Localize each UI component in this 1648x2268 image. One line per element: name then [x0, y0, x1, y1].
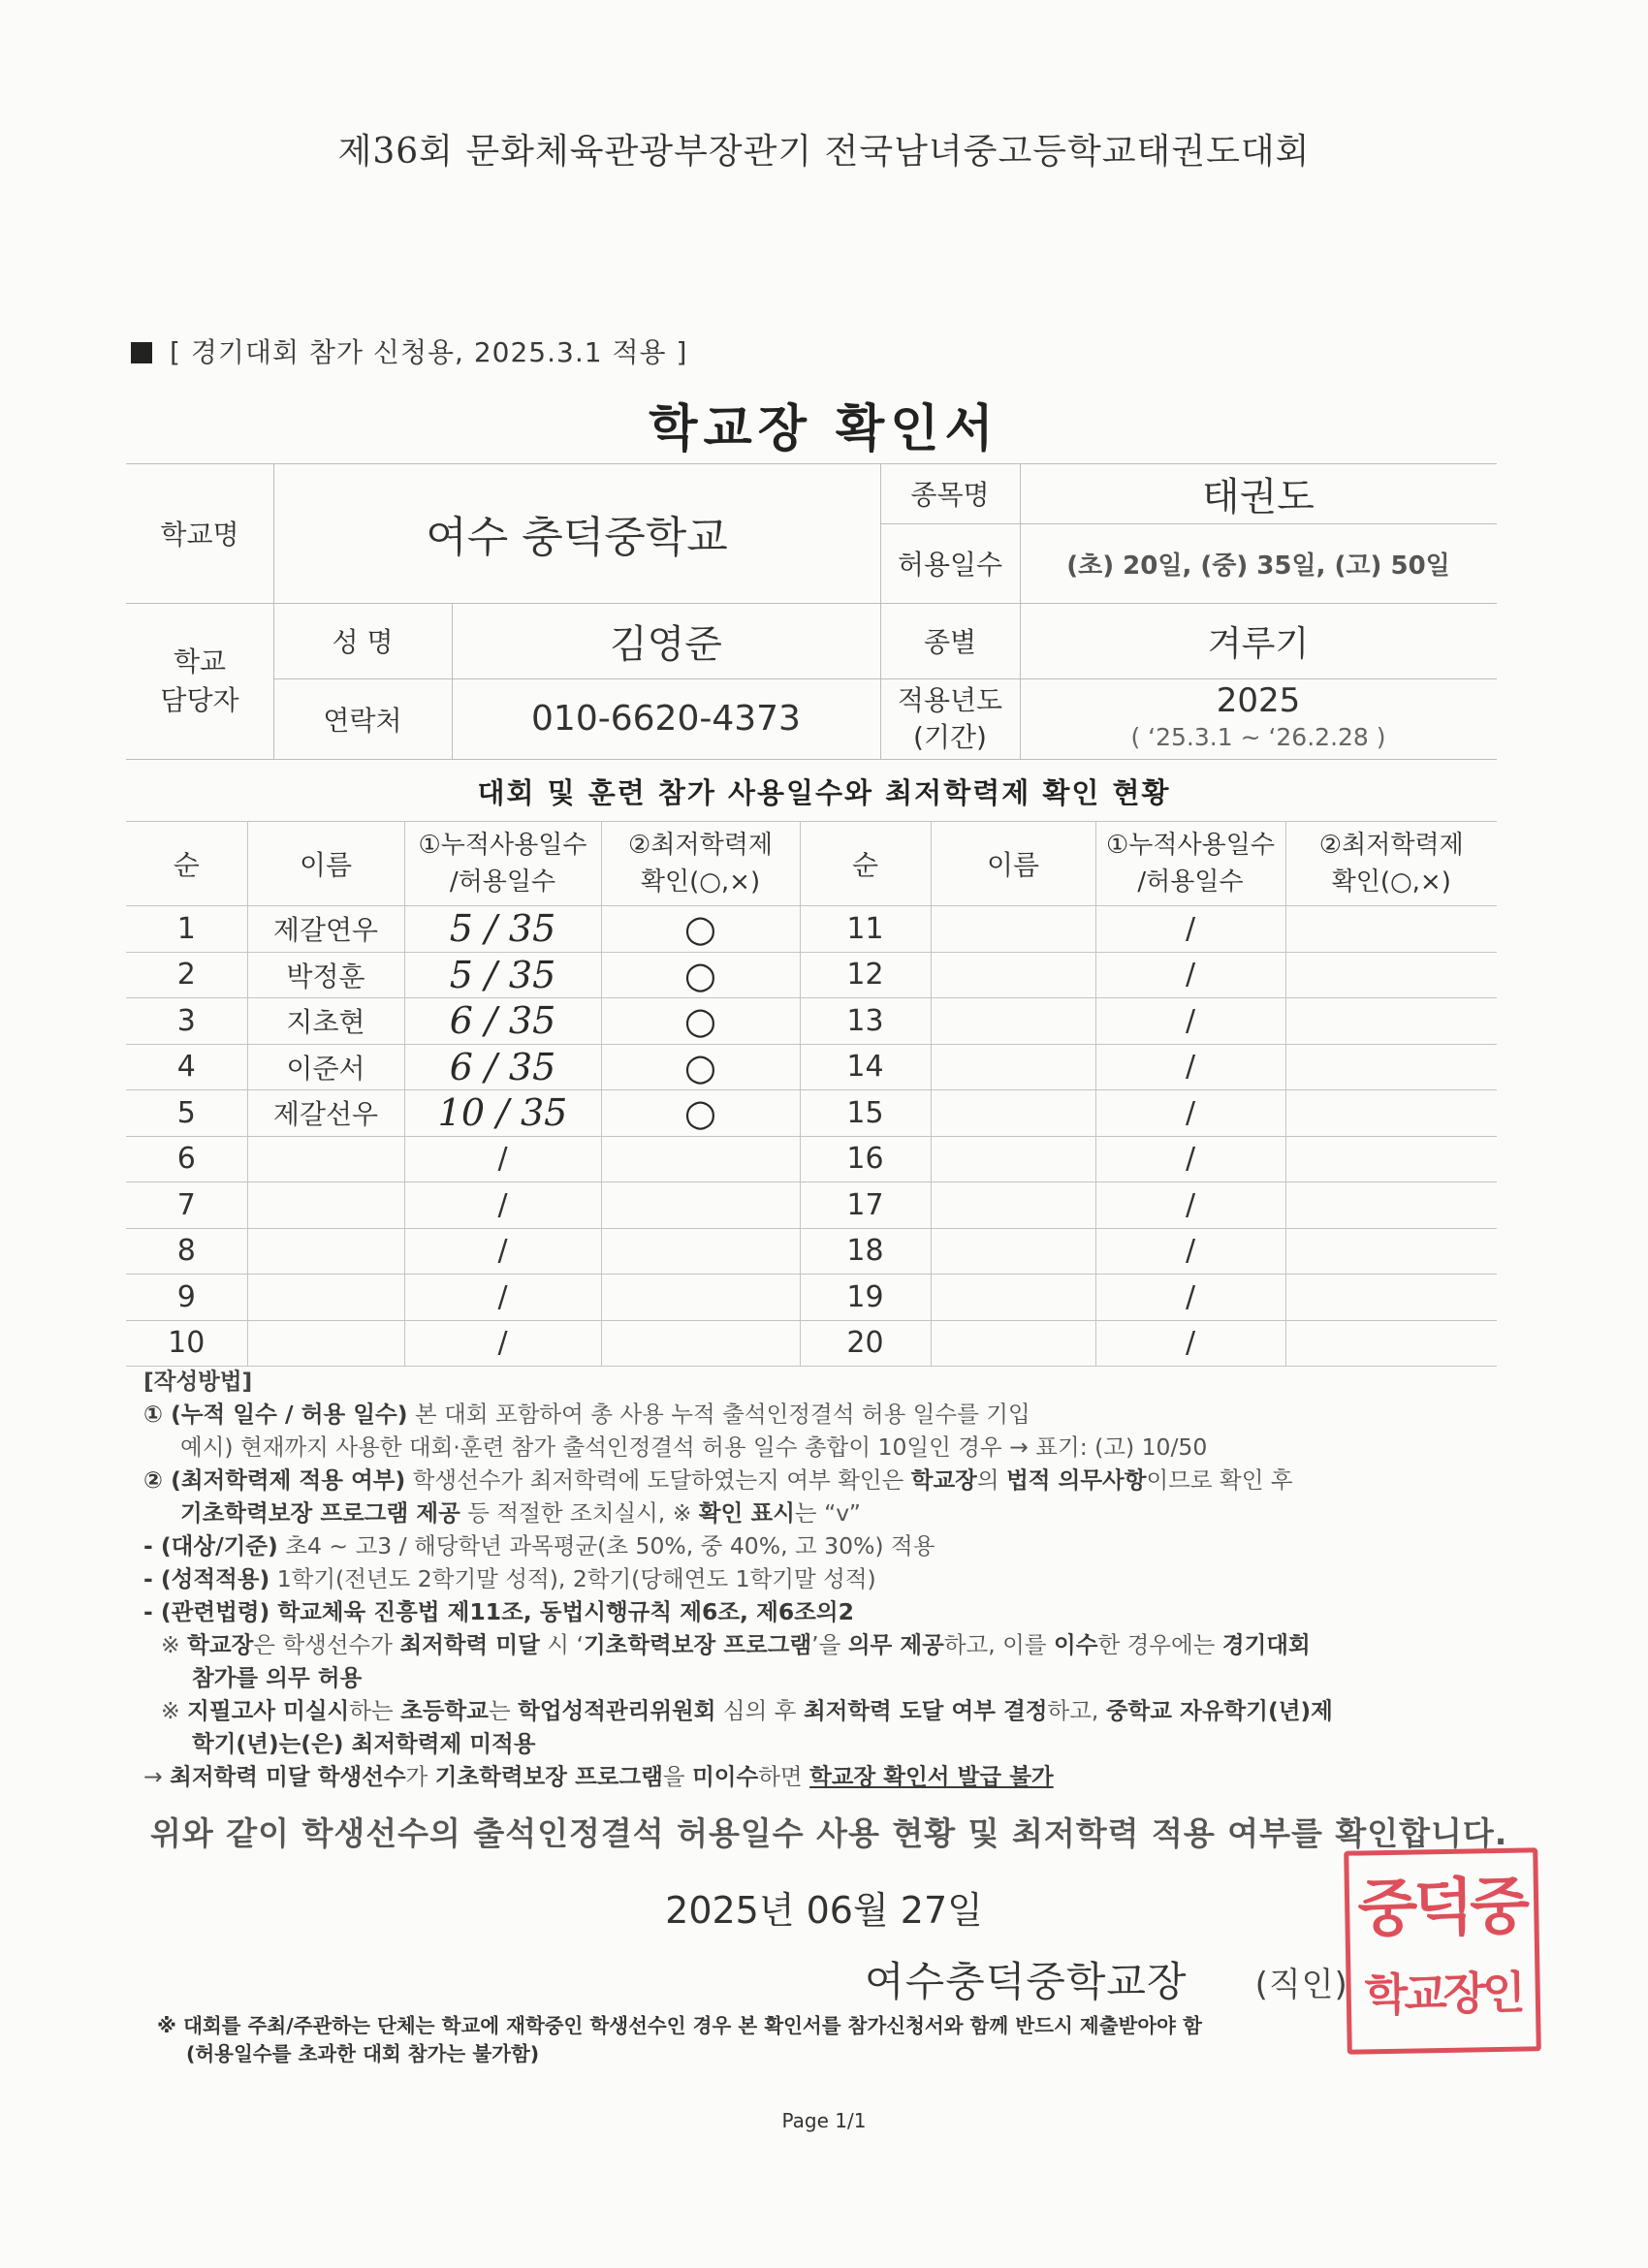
- row-days: /: [1095, 906, 1285, 953]
- row-no: 1: [126, 906, 247, 953]
- row-days: /: [1095, 952, 1285, 998]
- row-academic-check: [1285, 952, 1497, 998]
- writing-instructions: [143, 1365, 1520, 1793]
- note-6-g: 한 경우에는: [1097, 1631, 1222, 1658]
- row-days: /: [1095, 998, 1285, 1045]
- row-days: 6 / 35: [404, 1044, 601, 1090]
- school-name-value: 여수 충덕중학교: [426, 513, 728, 562]
- row-days: 6 / 35: [404, 998, 601, 1045]
- confirmation-statement: 위와 같이 학생선수의 출석인정결석 허용일수 사용 현황 및 최저학력 적용 여부를 확인합니다.: [150, 1814, 1508, 1852]
- row-days: /: [1095, 1090, 1285, 1137]
- note-7-a: ※: [161, 1697, 188, 1724]
- header-days-2: [1095, 822, 1285, 906]
- table-row: [126, 998, 1497, 1045]
- seal-line-1: 중덕중: [1356, 1871, 1527, 1946]
- row-name: [931, 1090, 1095, 1137]
- apply-year-label: [880, 678, 1020, 759]
- row-academic-check: [601, 1136, 800, 1182]
- school-manager-label: [126, 603, 273, 759]
- row-no: 16: [800, 1136, 931, 1182]
- school-manager-label-line1: 학교: [173, 645, 227, 677]
- principal-title: 여수충덕중학교장: [865, 1958, 1188, 2005]
- header-academic-2-line1: ②최저학력제: [1318, 831, 1464, 860]
- row-days: 5 / 35: [404, 952, 601, 998]
- row-name: 제갈선우: [247, 1090, 404, 1137]
- note-2-bold: ② (최저학력제 적용 여부): [143, 1466, 406, 1494]
- table-row: [126, 1090, 1497, 1137]
- header-academic-line2: 확인(○,×): [640, 867, 761, 897]
- row-academic-check: [601, 1275, 800, 1321]
- note-8-b1: 최저학력 미달 학생선수: [170, 1763, 406, 1790]
- note-2-rest-b: 의: [976, 1466, 1007, 1494]
- row-days: /: [404, 1275, 601, 1321]
- row-name: [931, 1320, 1095, 1367]
- note-2-line2-rest: 등 적절한 조치실시, ※: [460, 1499, 699, 1527]
- row-name: [247, 1320, 404, 1367]
- table-header-row: [126, 822, 1497, 906]
- category-label: 종별: [923, 626, 977, 658]
- row-academic-check: [601, 1320, 800, 1367]
- row-no: 12: [800, 952, 931, 998]
- apply-year: 2025: [1216, 680, 1301, 720]
- note-6-c: 은 학생선수가: [253, 1631, 400, 1658]
- row-days: /: [1095, 1320, 1285, 1367]
- note-1-bold: ① (누적 일수 / 허용 일수): [143, 1401, 408, 1428]
- school-info-table: [126, 463, 1497, 759]
- row-academic-check: ○: [601, 1044, 800, 1090]
- note-6-f: 하고, 이를: [943, 1631, 1055, 1658]
- table-row: [126, 1228, 1497, 1275]
- row-name: [931, 1182, 1095, 1229]
- school-name-label: 학교명: [160, 519, 239, 551]
- row-academic-check: [1285, 906, 1497, 953]
- table-row: [126, 952, 1497, 998]
- allowed-days-label: 허용일수: [897, 549, 1003, 581]
- row-no: 4: [126, 1044, 247, 1090]
- row-name: [247, 1136, 404, 1182]
- note-8-b4: 학교장 확인서 발급 불가: [809, 1763, 1054, 1790]
- row-academic-check: ○: [601, 952, 800, 998]
- note-4-rest: 1학기(전년도 2학기말 성적), 2학기(당해연도 1학기말 성적): [269, 1565, 876, 1592]
- note-7-line2-bold: 학기(년)는(은) 최저학력제 미적용: [192, 1730, 536, 1757]
- note-2-rest-c: 이므로 확인 후: [1146, 1466, 1293, 1494]
- note-7-b3: 학업성적관리위원회: [518, 1697, 716, 1724]
- row-academic-check: ○: [601, 998, 800, 1045]
- row-days: /: [404, 1182, 601, 1229]
- header-academic-2-line2: 확인(○,×): [1331, 867, 1451, 897]
- row-no: 14: [800, 1044, 931, 1090]
- row-no: 2: [126, 952, 247, 998]
- issue-date: 2025년 06월 27일: [665, 1889, 983, 1932]
- document-title: 학교장 확인서: [649, 400, 999, 458]
- row-no: 20: [800, 1320, 931, 1367]
- note-5-bold: - (관련법령) 학교체육 진흥법 제11조, 동법시행규칙 제6조, 제6조의2: [143, 1598, 854, 1625]
- note-8-e: 하면: [758, 1763, 810, 1790]
- note-8-c: 가: [405, 1763, 435, 1790]
- event-title: 제36회 문화체육관광부장관기 전국남녀중고등학교태권도대회: [337, 132, 1311, 172]
- apply-period: ( ‘25.3.1 ~ ‘26.2.28 ): [1130, 722, 1386, 751]
- row-name: [247, 1182, 404, 1229]
- row-no: 18: [800, 1228, 931, 1275]
- table-row: [126, 906, 1497, 953]
- manager-contact-value: 010-6620-4373: [531, 699, 801, 739]
- footnote: [157, 2012, 1202, 2068]
- footnote-line-1: ※ 대회를 주최/주관하는 단체는 학교에 재학중인 학생선수인 경우 본 확인서를 참가신청서와 함께 반드시 제출받아야 함: [157, 2014, 1202, 2037]
- note-8-d: 을: [662, 1763, 693, 1790]
- row-academic-check: [1285, 1044, 1497, 1090]
- note-6-b6: 경기대회: [1221, 1631, 1311, 1658]
- row-name: 박정훈: [247, 952, 404, 998]
- note-2-bold-c: 법적 의무사항: [1006, 1466, 1147, 1494]
- category-value: 겨루기: [1207, 623, 1310, 664]
- row-name: [931, 1275, 1095, 1321]
- note-4-bold: - (성적적용): [143, 1565, 270, 1592]
- row-no: 8: [126, 1228, 247, 1275]
- seal-line-2: 학교장인: [1364, 1966, 1523, 2022]
- apply-year-label-line2: (기간): [913, 720, 987, 753]
- note-6-a: ※: [161, 1631, 188, 1658]
- header-name: 이름: [247, 822, 404, 906]
- row-name: 이준서: [247, 1044, 404, 1090]
- row-academic-check: [601, 1228, 800, 1275]
- row-days: /: [404, 1228, 601, 1275]
- note-2-rest-a: 학생선수가 최저학력에 도달하였는지 여부 확인은: [405, 1466, 911, 1494]
- row-no: 19: [800, 1275, 931, 1321]
- section-title: 대회 및 훈련 참가 사용일수와 최저학력제 확인 현황: [477, 776, 1171, 809]
- note-3-rest: 초4 ~ 고3 / 해당학년 과목평균(초 50%, 중 40%, 고 30%) 적용: [277, 1532, 935, 1559]
- note-5: [143, 1595, 1520, 1628]
- application-note: [131, 331, 687, 370]
- row-days: /: [1095, 1228, 1285, 1275]
- note-2-line2-bold2: 확인 표시: [698, 1499, 795, 1527]
- row-no: 6: [126, 1136, 247, 1182]
- manager-name-label: 성 명: [332, 626, 394, 658]
- notes-heading: [작성방법]: [143, 1368, 253, 1395]
- note-7-b5: 중학교 자유학기(년)제: [1105, 1697, 1333, 1724]
- note-2-line2-end: 는 “v”: [794, 1499, 861, 1527]
- row-days: /: [1095, 1044, 1285, 1090]
- page-number: Page 1/1: [781, 2109, 867, 2132]
- row-academic-check: ○: [601, 1090, 800, 1137]
- row-academic-check: [601, 1182, 800, 1229]
- note-8: [143, 1760, 1520, 1793]
- row-name: [931, 1044, 1095, 1090]
- row-no: 5: [126, 1090, 247, 1137]
- row-name: [931, 1136, 1095, 1182]
- note-7-b1: 지필고사 미실시: [187, 1697, 350, 1724]
- row-academic-check: [1285, 998, 1497, 1045]
- row-no: 10: [126, 1320, 247, 1367]
- note-6-b2: 최저학력 미달: [399, 1631, 540, 1658]
- note-6-b5: 이수: [1054, 1631, 1098, 1658]
- note-7-b2: 초등학교: [400, 1697, 489, 1724]
- row-name: [931, 998, 1095, 1045]
- note-2-bold-b: 학교장: [910, 1466, 977, 1494]
- note-6: [143, 1628, 1520, 1661]
- row-academic-check: [1285, 1182, 1497, 1229]
- note-7-d: 는: [488, 1697, 519, 1724]
- allowed-days-value: (초) 20일, (중) 35일, (고) 50일: [1066, 551, 1450, 581]
- note-2: [143, 1464, 1520, 1496]
- note-2-line2: [143, 1496, 1520, 1529]
- note-6-line2: [143, 1661, 1520, 1694]
- note-6-d: 시 ‘: [539, 1631, 584, 1658]
- row-name: 지초현: [247, 998, 404, 1045]
- sport-label: 종목명: [910, 479, 990, 511]
- footnote-line-2: (허용일수를 초과한 대회 참가는 불가함): [186, 2042, 540, 2065]
- header-academic-line1: ②최저학력제: [628, 831, 773, 860]
- note-6-line2-bold: 참가를 의무 허용: [192, 1664, 363, 1691]
- official-seal-stamp: [1344, 1847, 1541, 2054]
- row-academic-check: [1285, 1136, 1497, 1182]
- note-8-a: →: [143, 1763, 171, 1790]
- row-days: /: [1095, 1182, 1285, 1229]
- row-name: [931, 952, 1095, 998]
- note-7-e: 심의 후: [715, 1697, 804, 1724]
- note-7-f: 하고,: [1047, 1697, 1106, 1724]
- row-days: /: [1095, 1136, 1285, 1182]
- athlete-roster-table: [126, 821, 1497, 1367]
- row-name: 제갈연우: [247, 906, 404, 953]
- note-6-e: ’을: [811, 1631, 848, 1658]
- apply-year-value: [1020, 678, 1497, 759]
- row-days: 10 / 35: [404, 1090, 601, 1137]
- note-1-rest: 본 대회 포함하여 총 사용 누적 출석인정결석 허용 일수를 기입: [407, 1401, 1030, 1428]
- row-days: /: [404, 1136, 601, 1182]
- header-academic: [601, 822, 800, 906]
- header-no: 순: [126, 822, 247, 906]
- note-1: [143, 1398, 1520, 1431]
- row-no: 7: [126, 1182, 247, 1229]
- header-days-line2: /허용일수: [449, 867, 556, 897]
- row-academic-check: [1285, 1228, 1497, 1275]
- note-6-b4: 의무 제공: [847, 1631, 944, 1658]
- note-7: [143, 1694, 1520, 1727]
- row-academic-check: [1285, 1090, 1497, 1137]
- table-row: [126, 1044, 1497, 1090]
- table-row: [126, 1182, 1497, 1229]
- row-academic-check: ○: [601, 906, 800, 953]
- seal-label: (직인): [1254, 1966, 1348, 2004]
- manager-name-value: 김영준: [610, 621, 722, 667]
- header-no-2: 순: [800, 822, 931, 906]
- school-manager-label-line2: 담당자: [160, 683, 239, 716]
- table-row: [126, 1320, 1497, 1367]
- row-name: [931, 1228, 1095, 1275]
- row-no: 11: [800, 906, 931, 953]
- note-8-b2: 기초학력보장 프로그램: [434, 1763, 663, 1790]
- note-7-line2: [143, 1727, 1520, 1760]
- header-academic-2: [1285, 822, 1497, 906]
- row-academic-check: [1285, 1320, 1497, 1367]
- row-no: 17: [800, 1182, 931, 1229]
- note-8-b3: 미이수: [692, 1763, 759, 1790]
- application-note-text: [ 경기대회 참가 신청용, 2025.3.1 적용 ]: [170, 336, 688, 368]
- note-3: [143, 1529, 1520, 1562]
- row-name: [247, 1228, 404, 1275]
- row-no: 3: [126, 998, 247, 1045]
- note-6-b1: 학교장: [187, 1631, 254, 1658]
- row-days: /: [1095, 1275, 1285, 1321]
- header-name-2: 이름: [931, 822, 1095, 906]
- square-bullet-icon: [131, 342, 152, 363]
- row-no: 13: [800, 998, 931, 1045]
- header-days: [404, 822, 601, 906]
- note-6-b3: 기초학력보장 프로그램: [583, 1631, 812, 1658]
- note-7-b4: 최저학력 도달 여부 결정: [803, 1697, 1048, 1724]
- row-days: /: [404, 1320, 601, 1367]
- row-no: 9: [126, 1275, 247, 1321]
- row-name: [931, 906, 1095, 953]
- header-days-line1: ①누적사용일수: [418, 831, 587, 860]
- note-2-line2-bold: 기초학력보장 프로그램 제공: [180, 1499, 460, 1527]
- manager-contact-label: 연락처: [323, 704, 402, 737]
- sport-value: 태권도: [1202, 474, 1315, 520]
- note-1-example: 예시) 현재까지 사용한 대회·훈련 참가 출석인정결석 허용 일수 총합이 10일인 경우 → 표기: (고) 10/50: [180, 1433, 1208, 1461]
- principal-signature-line: [865, 1950, 1348, 2008]
- apply-year-label-line1: 적용년도: [897, 683, 1003, 716]
- row-days: 5 / 35: [404, 906, 601, 953]
- note-4: [143, 1562, 1520, 1595]
- note-3-bold: - (대상/기준): [143, 1532, 278, 1559]
- row-name: [247, 1275, 404, 1321]
- header-days-2-line2: /허용일수: [1137, 867, 1244, 897]
- row-no: 15: [800, 1090, 931, 1137]
- header-days-2-line1: ①누적사용일수: [1105, 831, 1275, 860]
- row-academic-check: [1285, 1275, 1497, 1321]
- note-7-c: 하는: [349, 1697, 401, 1724]
- table-row: [126, 1136, 1497, 1182]
- table-row: [126, 1275, 1497, 1321]
